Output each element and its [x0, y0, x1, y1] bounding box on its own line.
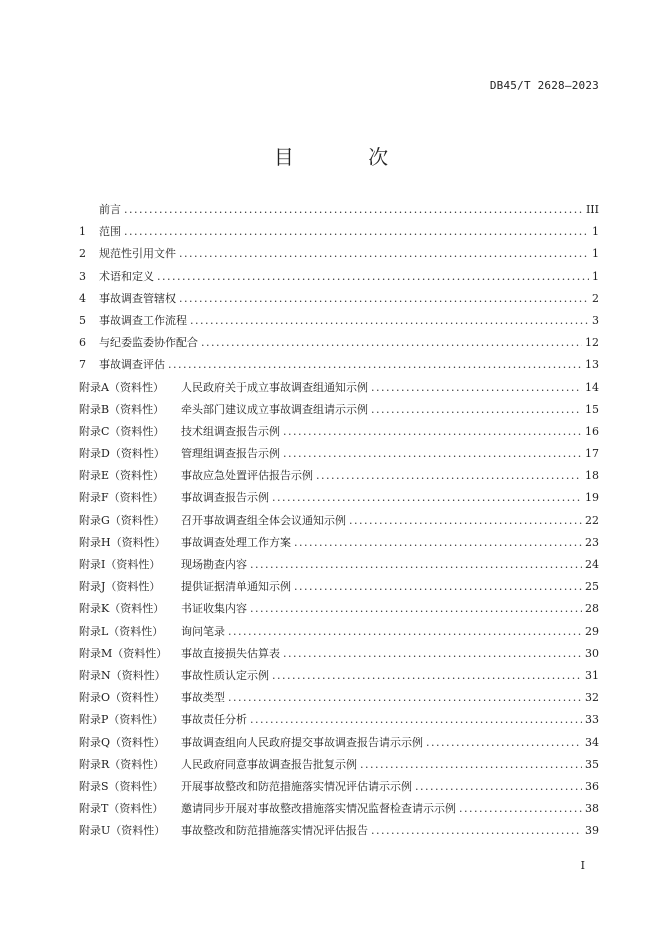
dot-leader [272, 669, 582, 682]
toc-entry-label: 范围 [99, 225, 121, 239]
appendix-title: 事故责任分析 [181, 713, 247, 727]
dot-leader [316, 469, 582, 482]
appendix-title: 现场勘查内容 [181, 558, 247, 571]
appendix-prefix: 附录H（资料性） [79, 535, 166, 549]
toc-entry-number: 4 [79, 291, 86, 305]
dot-leader [283, 425, 582, 438]
dot-leader [179, 292, 589, 305]
toc-entry-page: III [585, 203, 599, 216]
toc-appendix-entry[interactable] [79, 445, 599, 467]
appendix-page: 29 [585, 624, 599, 638]
toc-entry-page: 13 [585, 358, 599, 372]
appendix-page: 14 [585, 380, 599, 394]
appendix-title: 事故调查报告示例 [181, 491, 269, 505]
toc-appendix-entry[interactable] [79, 379, 599, 401]
appendix-title: 询问笔录 [181, 624, 225, 638]
appendix-page: 30 [585, 646, 599, 660]
appendix-title: 事故性质认定示例 [181, 668, 269, 682]
appendix-page: 36 [585, 779, 599, 793]
appendix-page: 22 [585, 513, 599, 527]
appendix-prefix: 附录L（资料性） [79, 624, 164, 638]
dot-leader [459, 802, 582, 815]
toc-appendix-entry[interactable] [79, 512, 599, 534]
toc-appendix-entry[interactable] [79, 600, 599, 622]
toc-entry-page: 1 [592, 269, 599, 283]
appendix-page: 18 [585, 469, 599, 483]
toc-entry[interactable] [79, 356, 599, 378]
appendix-page: 25 [585, 580, 599, 594]
toc-entry[interactable] [79, 334, 599, 356]
appendix-page: 17 [585, 447, 599, 461]
dot-leader [190, 314, 589, 327]
dot-leader [201, 336, 582, 349]
appendix-title: 事故整改和防范措施落实情况评估报告 [181, 824, 368, 838]
toc-appendix-entry[interactable] [79, 401, 599, 423]
appendix-prefix: 附录F（资料性） [79, 491, 164, 505]
toc-appendix-entry[interactable] [79, 800, 599, 822]
appendix-prefix: 附录R（资料性） [79, 757, 165, 771]
toc-appendix-entry[interactable] [79, 689, 599, 711]
toc-entry-label: 与纪委监委协作配合 [99, 336, 198, 350]
appendix-prefix: 附录A（资料性） [79, 380, 164, 394]
dot-leader [283, 447, 582, 460]
appendix-page: 15 [585, 402, 599, 416]
toc-entry-page: 12 [585, 336, 599, 350]
appendix-title: 邀请同步开展对事故整改措施落实情况监督检查请示示例 [181, 802, 456, 816]
toc-appendix-entry[interactable] [79, 534, 599, 556]
toc-appendix-entry[interactable] [79, 667, 599, 689]
dot-leader [294, 536, 582, 549]
appendix-prefix: 附录B（资料性） [79, 402, 165, 416]
appendix-page: 16 [585, 424, 599, 438]
toc-entry[interactable] [79, 312, 599, 334]
appendix-page: 32 [585, 691, 599, 705]
toc-entry[interactable] [79, 268, 599, 290]
toc-entry-page: 2 [592, 291, 599, 305]
toc-entry-number: 7 [79, 358, 86, 372]
toc-entry[interactable] [79, 290, 599, 312]
toc-appendix-entry[interactable] [79, 423, 599, 445]
dot-leader [371, 824, 582, 837]
appendix-prefix: 附录G（资料性） [79, 513, 165, 527]
appendix-page: 38 [585, 802, 599, 816]
dot-leader [250, 558, 582, 571]
appendix-prefix: 附录D（资料性） [79, 447, 165, 461]
toc-entry-label: 事故调查评估 [99, 358, 165, 372]
dot-leader [349, 514, 582, 527]
appendix-prefix: 附录I（资料性） [79, 558, 161, 571]
toc-entry-number: 3 [79, 269, 86, 283]
toc-appendix-entry[interactable] [79, 489, 599, 511]
dot-leader [272, 491, 582, 504]
appendix-title: 书证收集内容 [181, 602, 247, 616]
appendix-prefix: 附录N（资料性） [79, 668, 166, 682]
toc-entry[interactable] [79, 245, 599, 267]
appendix-prefix: 附录C（资料性） [79, 424, 165, 438]
appendix-title: 人民政府关于成立事故调查组通知示例 [181, 380, 368, 394]
appendix-page: 31 [585, 668, 599, 682]
appendix-prefix: 附录K（资料性） [79, 602, 165, 616]
toc-appendix-entry[interactable] [79, 467, 599, 489]
toc-entry-page: 1 [592, 247, 599, 261]
appendix-page: 34 [585, 735, 599, 749]
dot-leader [294, 580, 582, 593]
document-code: DB45/T 2628—2023 [489, 79, 599, 92]
page-number: I [580, 859, 585, 872]
appendix-page: 28 [585, 602, 599, 616]
toc-entry-number: 2 [79, 247, 86, 261]
dot-leader [426, 736, 582, 749]
dot-leader [168, 358, 582, 371]
table-of-contents [79, 201, 599, 844]
appendix-title: 事故调查处理工作方案 [181, 535, 291, 549]
appendix-title: 召开事故调查组全体会议通知示例 [181, 513, 346, 527]
appendix-title: 牵头部门建议成立事故调查组请示示例 [181, 402, 368, 416]
toc-appendix-entry[interactable] [79, 822, 599, 844]
toc-entry-label: 术语和定义 [99, 269, 154, 283]
toc-appendix-entry[interactable] [79, 623, 599, 645]
toc-entry-label: 规范性引用文件 [99, 247, 176, 261]
appendix-prefix: 附录P（资料性） [79, 713, 164, 727]
toc-appendix-entry[interactable] [79, 778, 599, 800]
dot-leader [157, 270, 589, 283]
toc-entry-page: 1 [592, 225, 599, 239]
appendix-prefix: 附录U（资料性） [79, 824, 166, 838]
appendix-page: 35 [585, 757, 599, 771]
toc-entry-label: 前言 [99, 203, 121, 216]
toc-entry-label: 事故调查工作流程 [99, 313, 187, 327]
appendix-title: 提供证据清单通知示例 [181, 580, 291, 594]
appendix-page: 24 [585, 558, 599, 571]
dot-leader [360, 758, 582, 771]
appendix-prefix: 附录E（资料性） [79, 469, 165, 483]
appendix-title: 管理组调查报告示例 [181, 447, 280, 461]
dot-leader [124, 203, 583, 216]
dot-leader [415, 780, 582, 793]
dot-leader [124, 225, 589, 238]
appendix-page: 19 [585, 491, 599, 505]
toc-entry-label: 事故调查管辖权 [99, 291, 176, 305]
toc-appendix-entry[interactable] [79, 645, 599, 667]
appendix-title: 事故调查组向人民政府提交事故调查报告请示示例 [181, 735, 423, 749]
appendix-title: 人民政府同意事故调查报告批复示例 [181, 757, 357, 771]
dot-leader [371, 381, 582, 394]
dot-leader [228, 691, 582, 704]
appendix-prefix: 附录Q（资料性） [79, 735, 166, 749]
dot-leader [283, 647, 582, 660]
toc-appendix-entry[interactable] [79, 711, 599, 733]
appendix-title: 事故应急处置评估报告示例 [181, 469, 313, 483]
appendix-page: 39 [585, 824, 599, 838]
dot-leader [250, 713, 582, 726]
dot-leader [250, 602, 582, 615]
toc-appendix-entry[interactable] [79, 734, 599, 756]
page-title: 目 次 [273, 145, 423, 169]
appendix-prefix: 附录T（资料性） [79, 802, 164, 816]
toc-appendix-entry[interactable] [79, 556, 599, 578]
appendix-prefix: 附录M（资料性） [79, 646, 168, 660]
toc-entry[interactable] [79, 223, 599, 245]
appendix-title: 事故类型 [181, 691, 225, 705]
toc-entry-number: 5 [79, 313, 86, 327]
toc-appendix-entry[interactable] [79, 578, 599, 600]
appendix-prefix: 附录J（资料性） [79, 580, 161, 594]
appendix-prefix: 附录O（资料性） [79, 691, 166, 705]
toc-entry[interactable] [79, 201, 599, 223]
appendix-page: 23 [585, 535, 599, 549]
appendix-title: 技术组调查报告示例 [181, 424, 280, 438]
dot-leader [179, 247, 589, 260]
toc-entry-number: 6 [79, 336, 86, 350]
toc-entry-page: 3 [592, 313, 599, 327]
appendix-title: 开展事故整改和防范措施落实情况评估请示示例 [181, 779, 412, 793]
dot-leader [228, 625, 582, 638]
appendix-title: 事故直接损失估算表 [181, 646, 280, 660]
appendix-page: 33 [585, 713, 599, 727]
appendix-prefix: 附录S（资料性） [79, 779, 164, 793]
dot-leader [371, 403, 582, 416]
toc-appendix-entry[interactable] [79, 756, 599, 778]
toc-entry-number: 1 [79, 225, 86, 239]
